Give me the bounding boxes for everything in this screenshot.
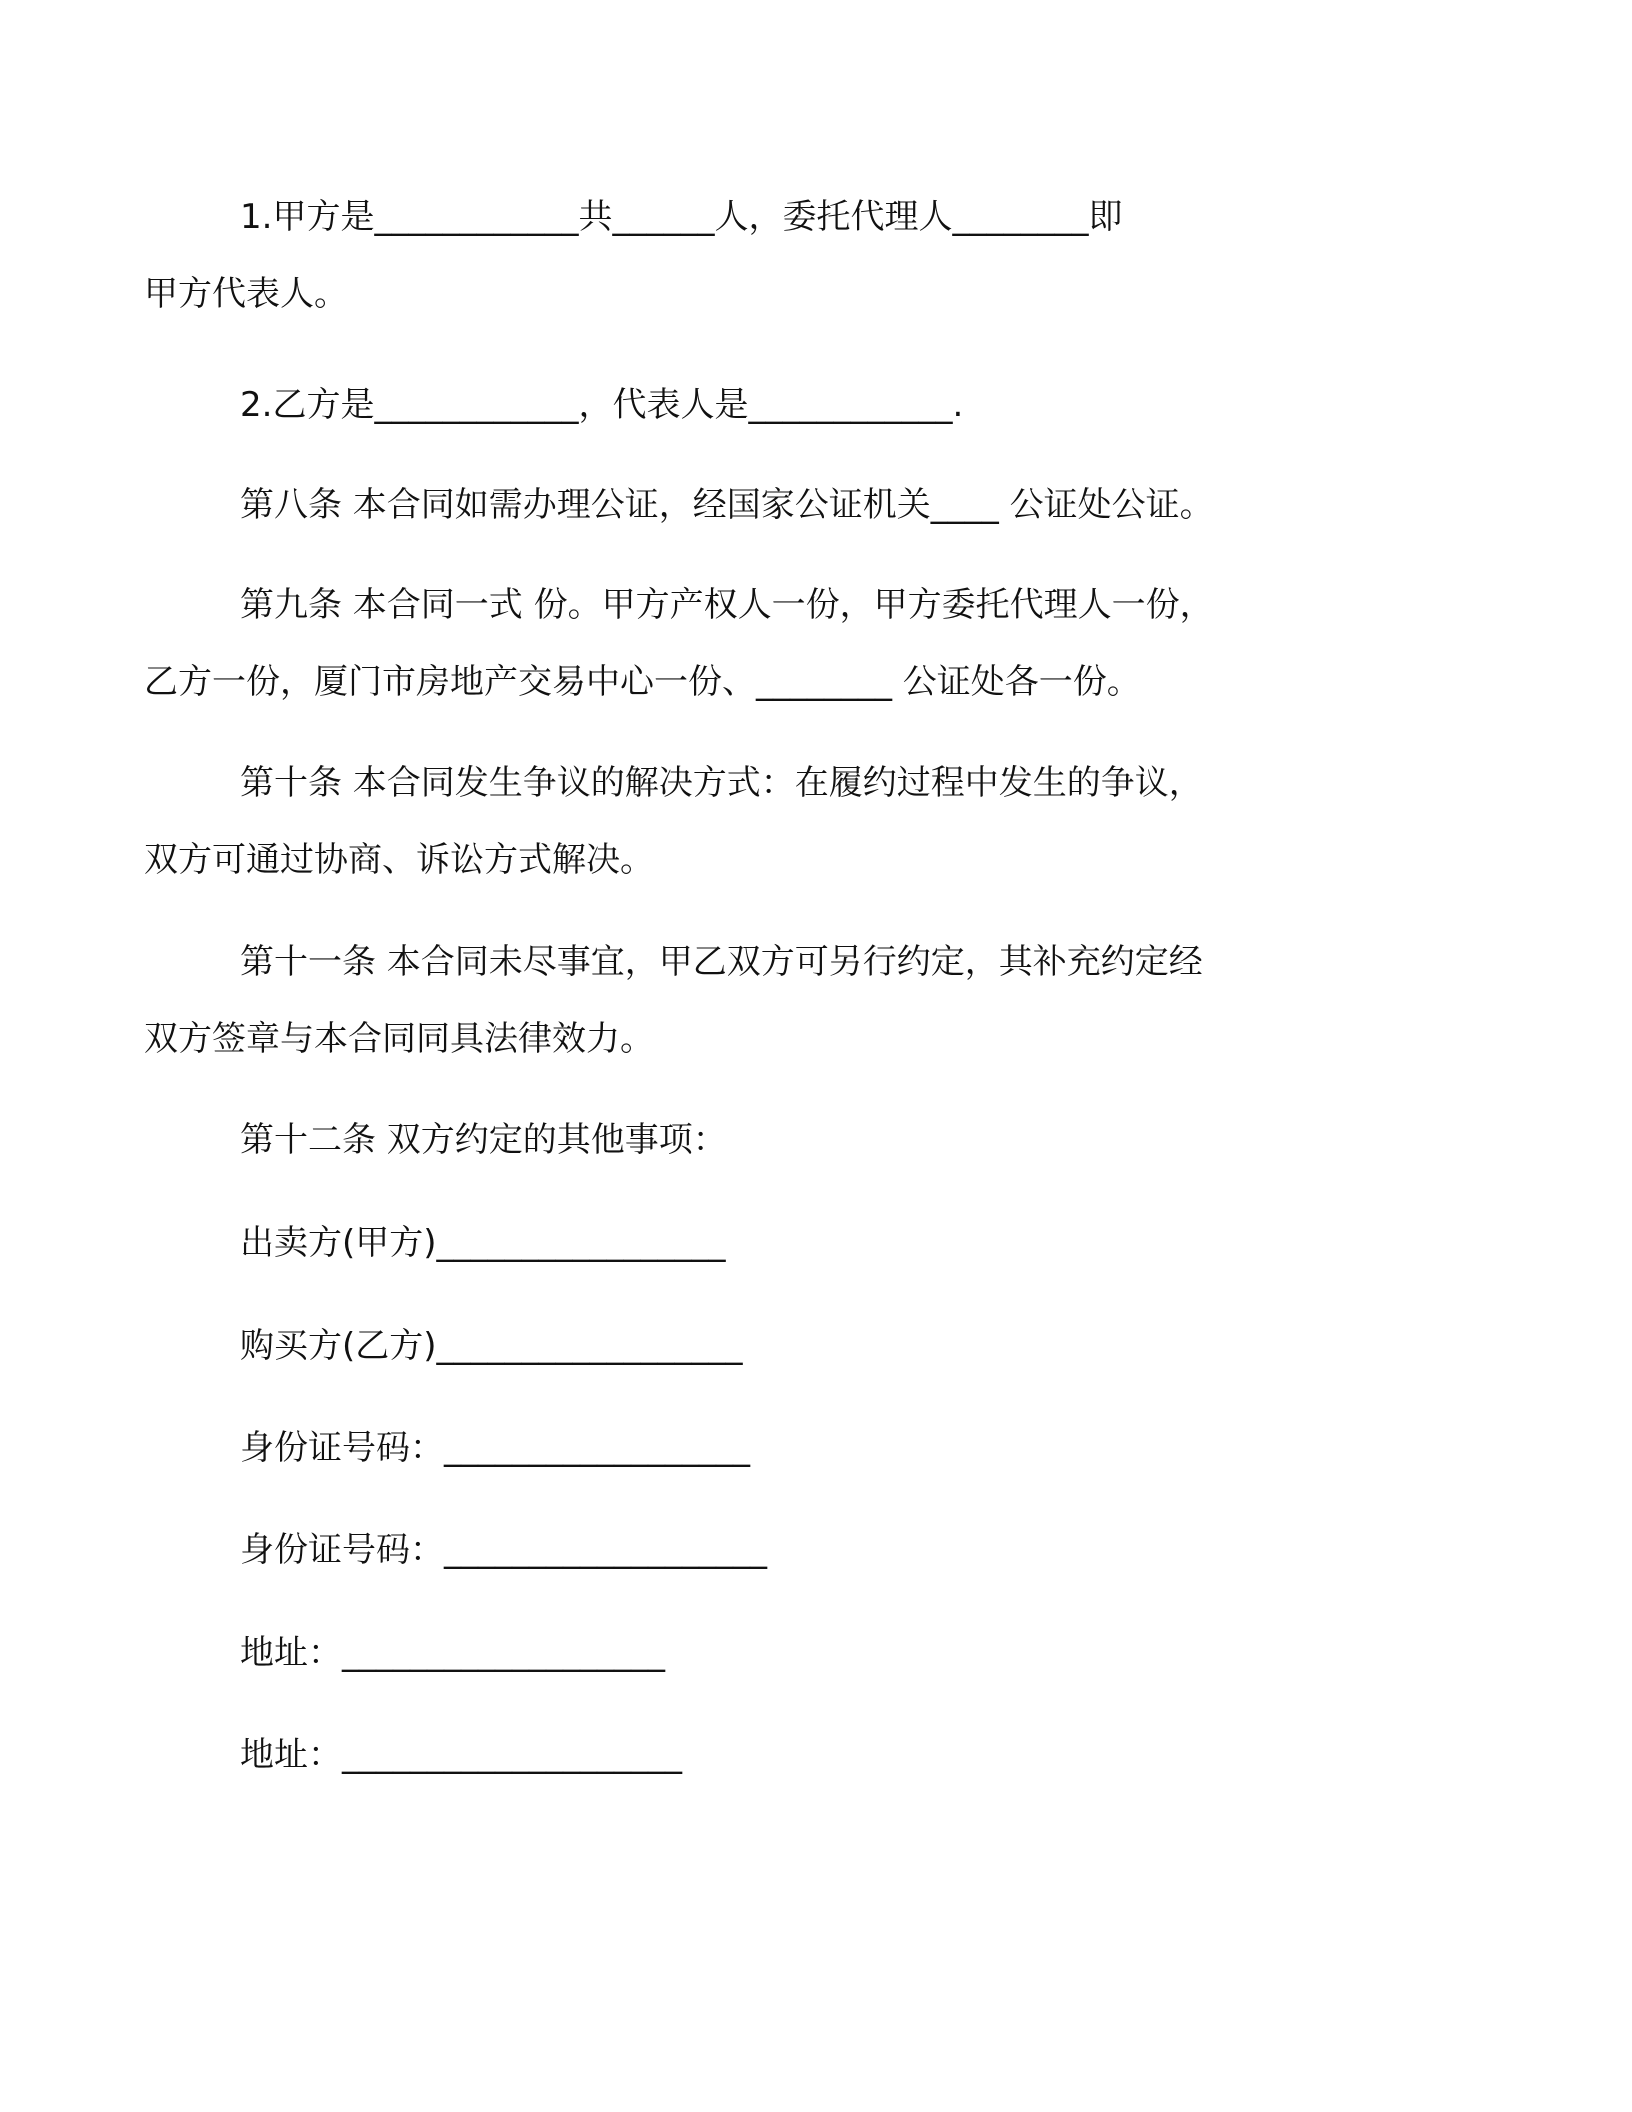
article-9: [144, 567, 1390, 721]
article-8: [240, 467, 1390, 544]
article-10-line-1: 第十条 本合同发生争议的解决方式：在履约过程中发生的争议，: [240, 763, 1203, 803]
party-a-line-1: 1.甲方是____________共______人，委托代理人________即: [240, 197, 1123, 237]
article-11-line-1: 第十一条 本合同未尽事宜，甲乙双方可另行约定，其补充约定经: [240, 942, 1203, 982]
address-label-2: 地址：____________________: [240, 1735, 682, 1775]
id-number-label-2: 身份证号码：___________________: [240, 1530, 767, 1570]
party-a-line-2: 甲方代表人。: [144, 274, 348, 314]
address-line-1: [240, 1615, 1390, 1692]
address-line-2: [240, 1717, 1390, 1794]
id-number-line-2: [240, 1512, 1390, 1589]
article-12: [240, 1102, 1390, 1179]
party-b-clause: [240, 367, 1390, 444]
article-8-line-1: 第八条 本合同如需办理公证，经国家公证机关____ 公证处公证。: [240, 485, 1214, 525]
address-label-1: 地址：___________________: [240, 1633, 665, 1673]
id-number-line-1: [240, 1410, 1390, 1487]
article-11-line-2: 双方签章与本合同同具法律效力。: [144, 1019, 654, 1059]
seller-label: 出卖方(甲方)_________________: [240, 1223, 726, 1263]
article-9-line-2: 乙方一份，厦门市房地产交易中心一份、________ 公证处各一份。: [144, 662, 1141, 702]
article-11: [144, 924, 1390, 1078]
party-a-clause: [144, 179, 1390, 333]
id-number-label-1: 身份证号码：__________________: [240, 1428, 750, 1468]
article-12-line-1: 第十二条 双方约定的其他事项：: [240, 1120, 727, 1160]
buyer-signature-line: [240, 1308, 1390, 1385]
party-b-line-1: 2.乙方是____________，代表人是____________.: [240, 385, 964, 425]
seller-signature-line: [240, 1205, 1390, 1282]
buyer-label: 购买方(乙方)__________________: [240, 1326, 743, 1366]
article-10: [144, 745, 1390, 899]
article-9-line-1: 第九条 本合同一式 份。甲方产权人一份，甲方委托代理人一份，: [240, 585, 1214, 625]
article-10-line-2: 双方可通过协商、诉讼方式解决。: [144, 840, 654, 880]
